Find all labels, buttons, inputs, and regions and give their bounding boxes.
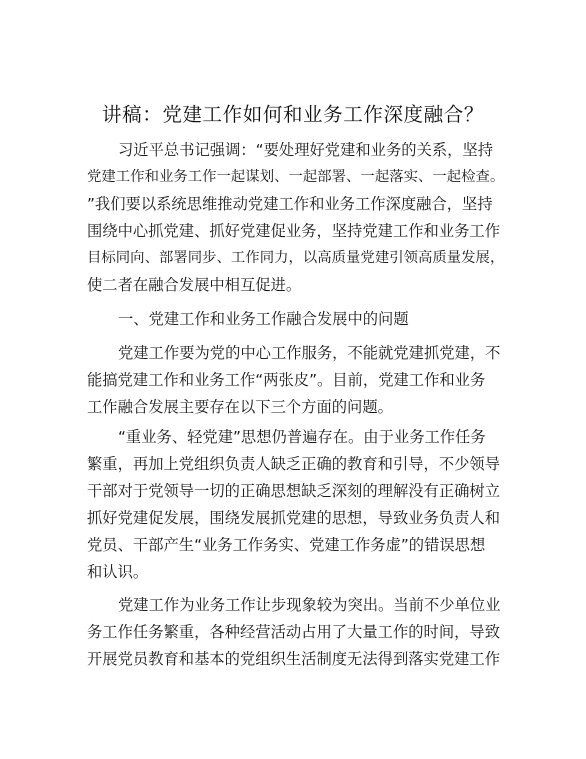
text-line: 抓好党建促发展，围绕发展抓党建的思想，导致业务负责人和 [87, 509, 501, 527]
text-line: 围绕中心抓党建、抓好党建促业务，坚持党建工作和业务工作 [87, 222, 501, 240]
text-line: 习近平总书记强调：“要处理好党建和业务的关系，坚持 [118, 141, 494, 159]
text-line: 党建工作为业务工作让步现象较为突出。当前不少单位业 [118, 596, 501, 614]
text-line: 能搞党建工作和业务工作“两张皮”。目前，党建工作和业务 [87, 371, 486, 389]
text-line: ”我们要以系统思维推动党建工作和业务工作深度融合，坚持 [87, 195, 493, 213]
paragraph-4 [87, 592, 507, 673]
paragraph-2 [87, 340, 507, 421]
section-heading [87, 306, 507, 333]
text-line: 工作融合发展主要存在以下三个方面的问题。 [87, 398, 393, 416]
text-line: 繁重，再加上党组织负责人缺乏正确的教育和引导，不少领导 [87, 455, 501, 473]
text-line: 开展党员教育和基本的党组织生活制度无法得到落实党建工作 [87, 650, 501, 668]
paragraph-3 [87, 424, 507, 586]
text-line: 目标同向、部署同步、工作同力，以高质量党建引领高质量发展， [87, 250, 505, 266]
text-line: 使二者在融合发展中相互促进。 [87, 276, 302, 294]
text-line: 党建工作和业务工作一起谋划、一起部署、一起落实、一起检查。 [87, 169, 505, 185]
text-line: 和认识。 [87, 563, 149, 581]
text-line: 务工作任务繁重，各种经营活动占用了大量工作的时间，导致 [87, 623, 501, 641]
paragraph-1 [87, 137, 507, 299]
document-title: 讲稿：党建工作如何和业务工作深度融合？ [102, 103, 484, 126]
text-line: “重业务、轻党建”思想仍普遍存在。由于业务工作任务 [118, 428, 486, 446]
text-line: 党建工作要为党的中心工作服务，不能就党建抓党建，不 [118, 344, 501, 362]
text-line: 党员、干部产生“业务工作务实、党建工作务虚”的错误思想 [87, 536, 486, 554]
text-line: 干部对于党领导一切的正确思想缺乏深刻的理解没有正确树立 [87, 482, 501, 500]
section-heading-text: 一、党建工作和业务工作融合发展中的问题 [118, 310, 409, 328]
